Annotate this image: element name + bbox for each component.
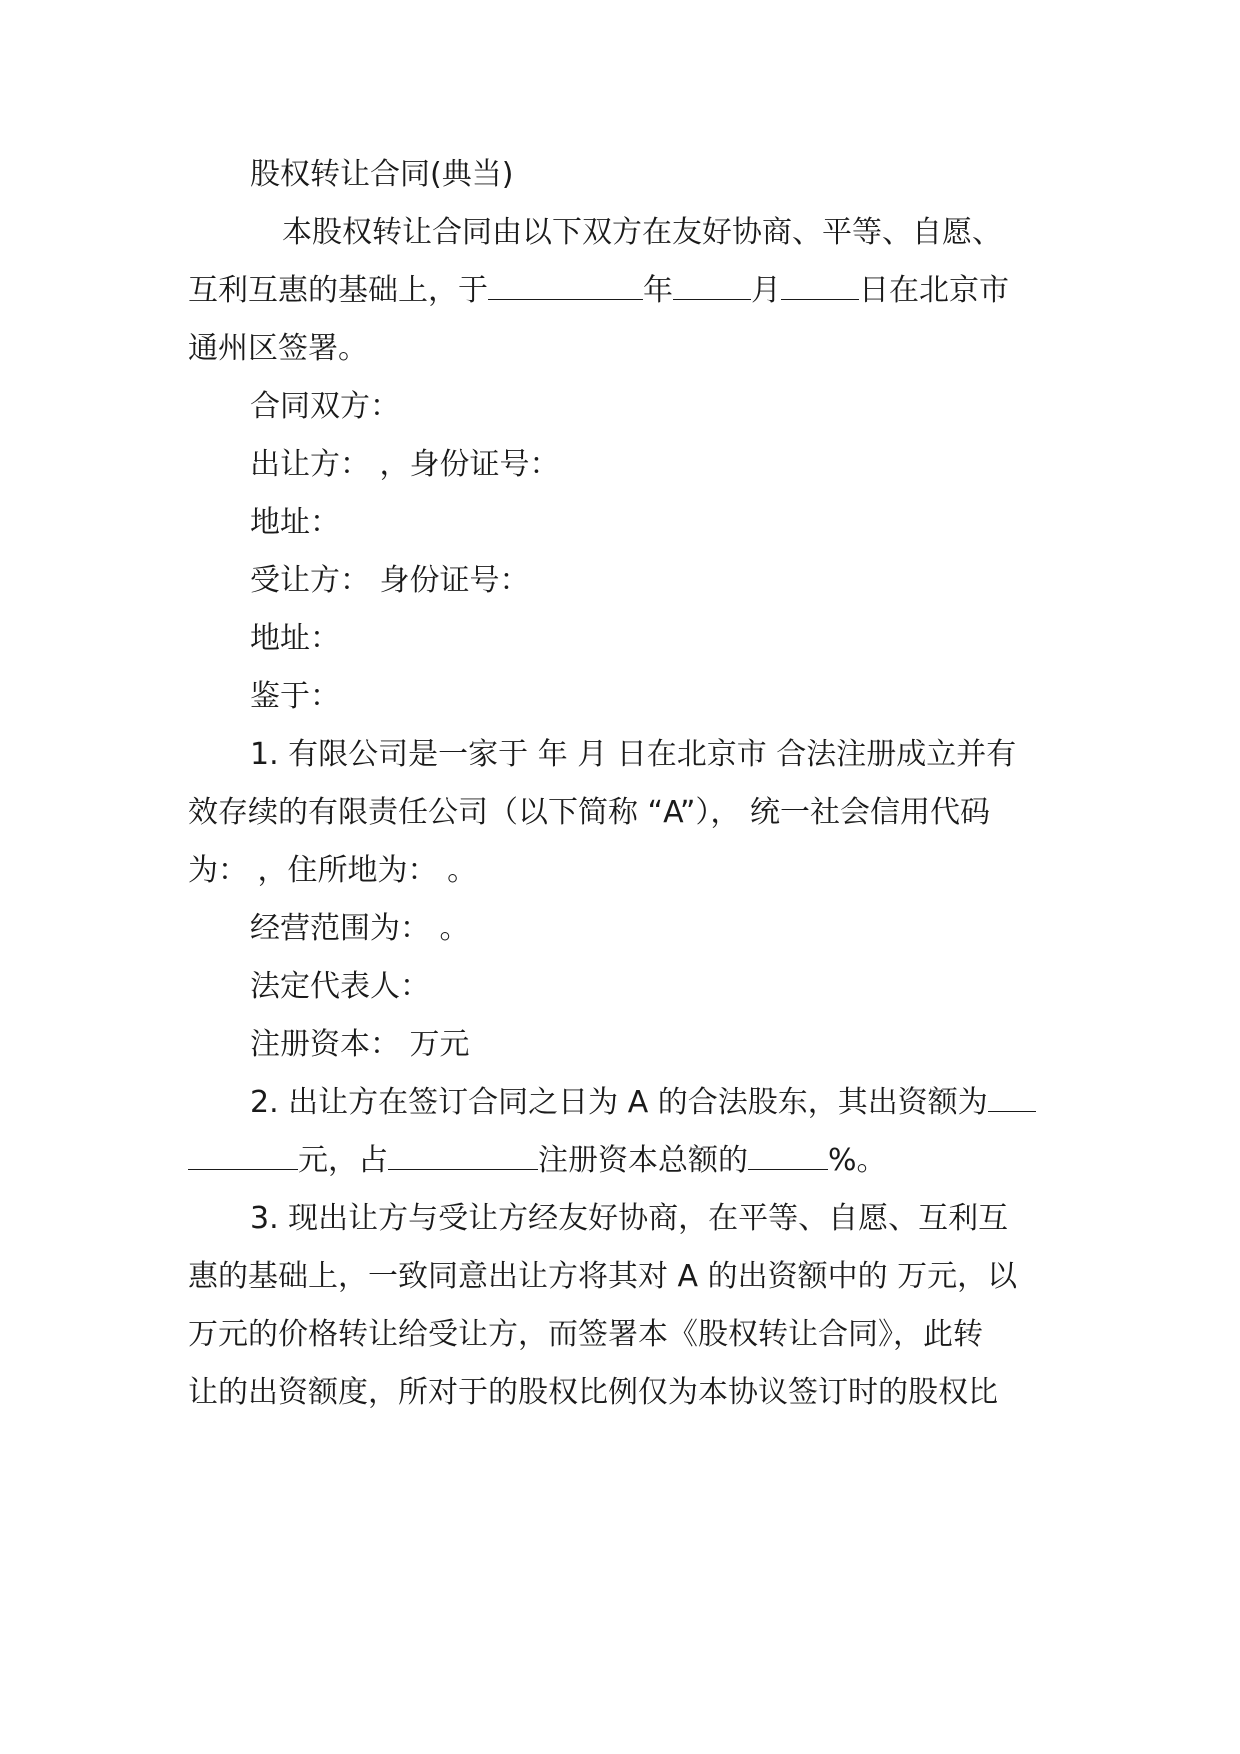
clause3-line-2: 惠的基础上，一致同意出让方将其对 A 的出资额中的 万元，以 bbox=[188, 1259, 1018, 1294]
intro-line-2 bbox=[188, 268, 1058, 314]
day-label: 日在北京市 bbox=[859, 273, 1009, 308]
company-name-blank[interactable] bbox=[388, 1139, 538, 1170]
whereas-heading: 鉴于： bbox=[250, 679, 340, 714]
transferee-line: 受让方： 身份证号： bbox=[250, 563, 530, 598]
clause1-line-1: 1. 有限公司是一家于 年 月 日在北京市 合法注册成立并有 bbox=[250, 737, 1017, 772]
clause3-line-4: 让的出资额度，所对于的股权比例仅为本协议签订时的股权比 bbox=[188, 1375, 998, 1410]
business-scope: 经营范围为： 。 bbox=[250, 911, 470, 946]
transferee-address: 地址： bbox=[250, 621, 340, 656]
transferor-address: 地址： bbox=[250, 505, 340, 540]
day-blank[interactable] bbox=[781, 269, 859, 300]
clause1-line-2: 效存续的有限责任公司（以下简称 “A”）， 统一社会信用代码 bbox=[188, 795, 990, 830]
registered-capital: 注册资本： 万元 bbox=[250, 1027, 470, 1062]
percent-blank[interactable] bbox=[748, 1139, 828, 1170]
year-label: 年 bbox=[643, 273, 673, 308]
intro-text: 互利互惠的基础上，于 bbox=[188, 273, 488, 308]
clause2-share: 注册资本总额的 bbox=[538, 1143, 748, 1178]
month-blank[interactable] bbox=[673, 269, 751, 300]
clause2-line-2 bbox=[188, 1138, 1058, 1184]
capital-amount-blank-start[interactable] bbox=[988, 1081, 1036, 1112]
clause2-percent: %。 bbox=[828, 1143, 887, 1178]
clause2-line-1 bbox=[250, 1080, 1058, 1126]
clause1-line-3: 为： ，住所地为： 。 bbox=[188, 853, 478, 888]
parties-heading: 合同双方： bbox=[250, 389, 400, 424]
legal-representative: 法定代表人： bbox=[250, 969, 430, 1004]
clause2-text: 2. 出让方在签订合同之日为 A 的合法股东，其出资额为 bbox=[250, 1085, 988, 1120]
intro-line-1: 本股权转让合同由以下双方在友好协商、平等、自愿、 bbox=[282, 215, 1002, 250]
intro-line-3: 通州区签署。 bbox=[188, 331, 368, 366]
transferor-line: 出让方： ，身份证号： bbox=[250, 447, 560, 482]
clause2-yuan: 元，占 bbox=[298, 1143, 388, 1178]
clause3-line-1: 3. 现出让方与受让方经友好协商，在平等、自愿、互利互 bbox=[250, 1201, 1009, 1236]
clause3-line-3: 万元的价格转让给受让方，而签署本《股权转让合同》，此转 bbox=[188, 1317, 983, 1352]
month-label: 月 bbox=[751, 273, 781, 308]
capital-amount-blank[interactable] bbox=[188, 1139, 298, 1170]
year-blank[interactable] bbox=[488, 269, 643, 300]
document-title: 股权转让合同(典当) bbox=[250, 157, 514, 192]
